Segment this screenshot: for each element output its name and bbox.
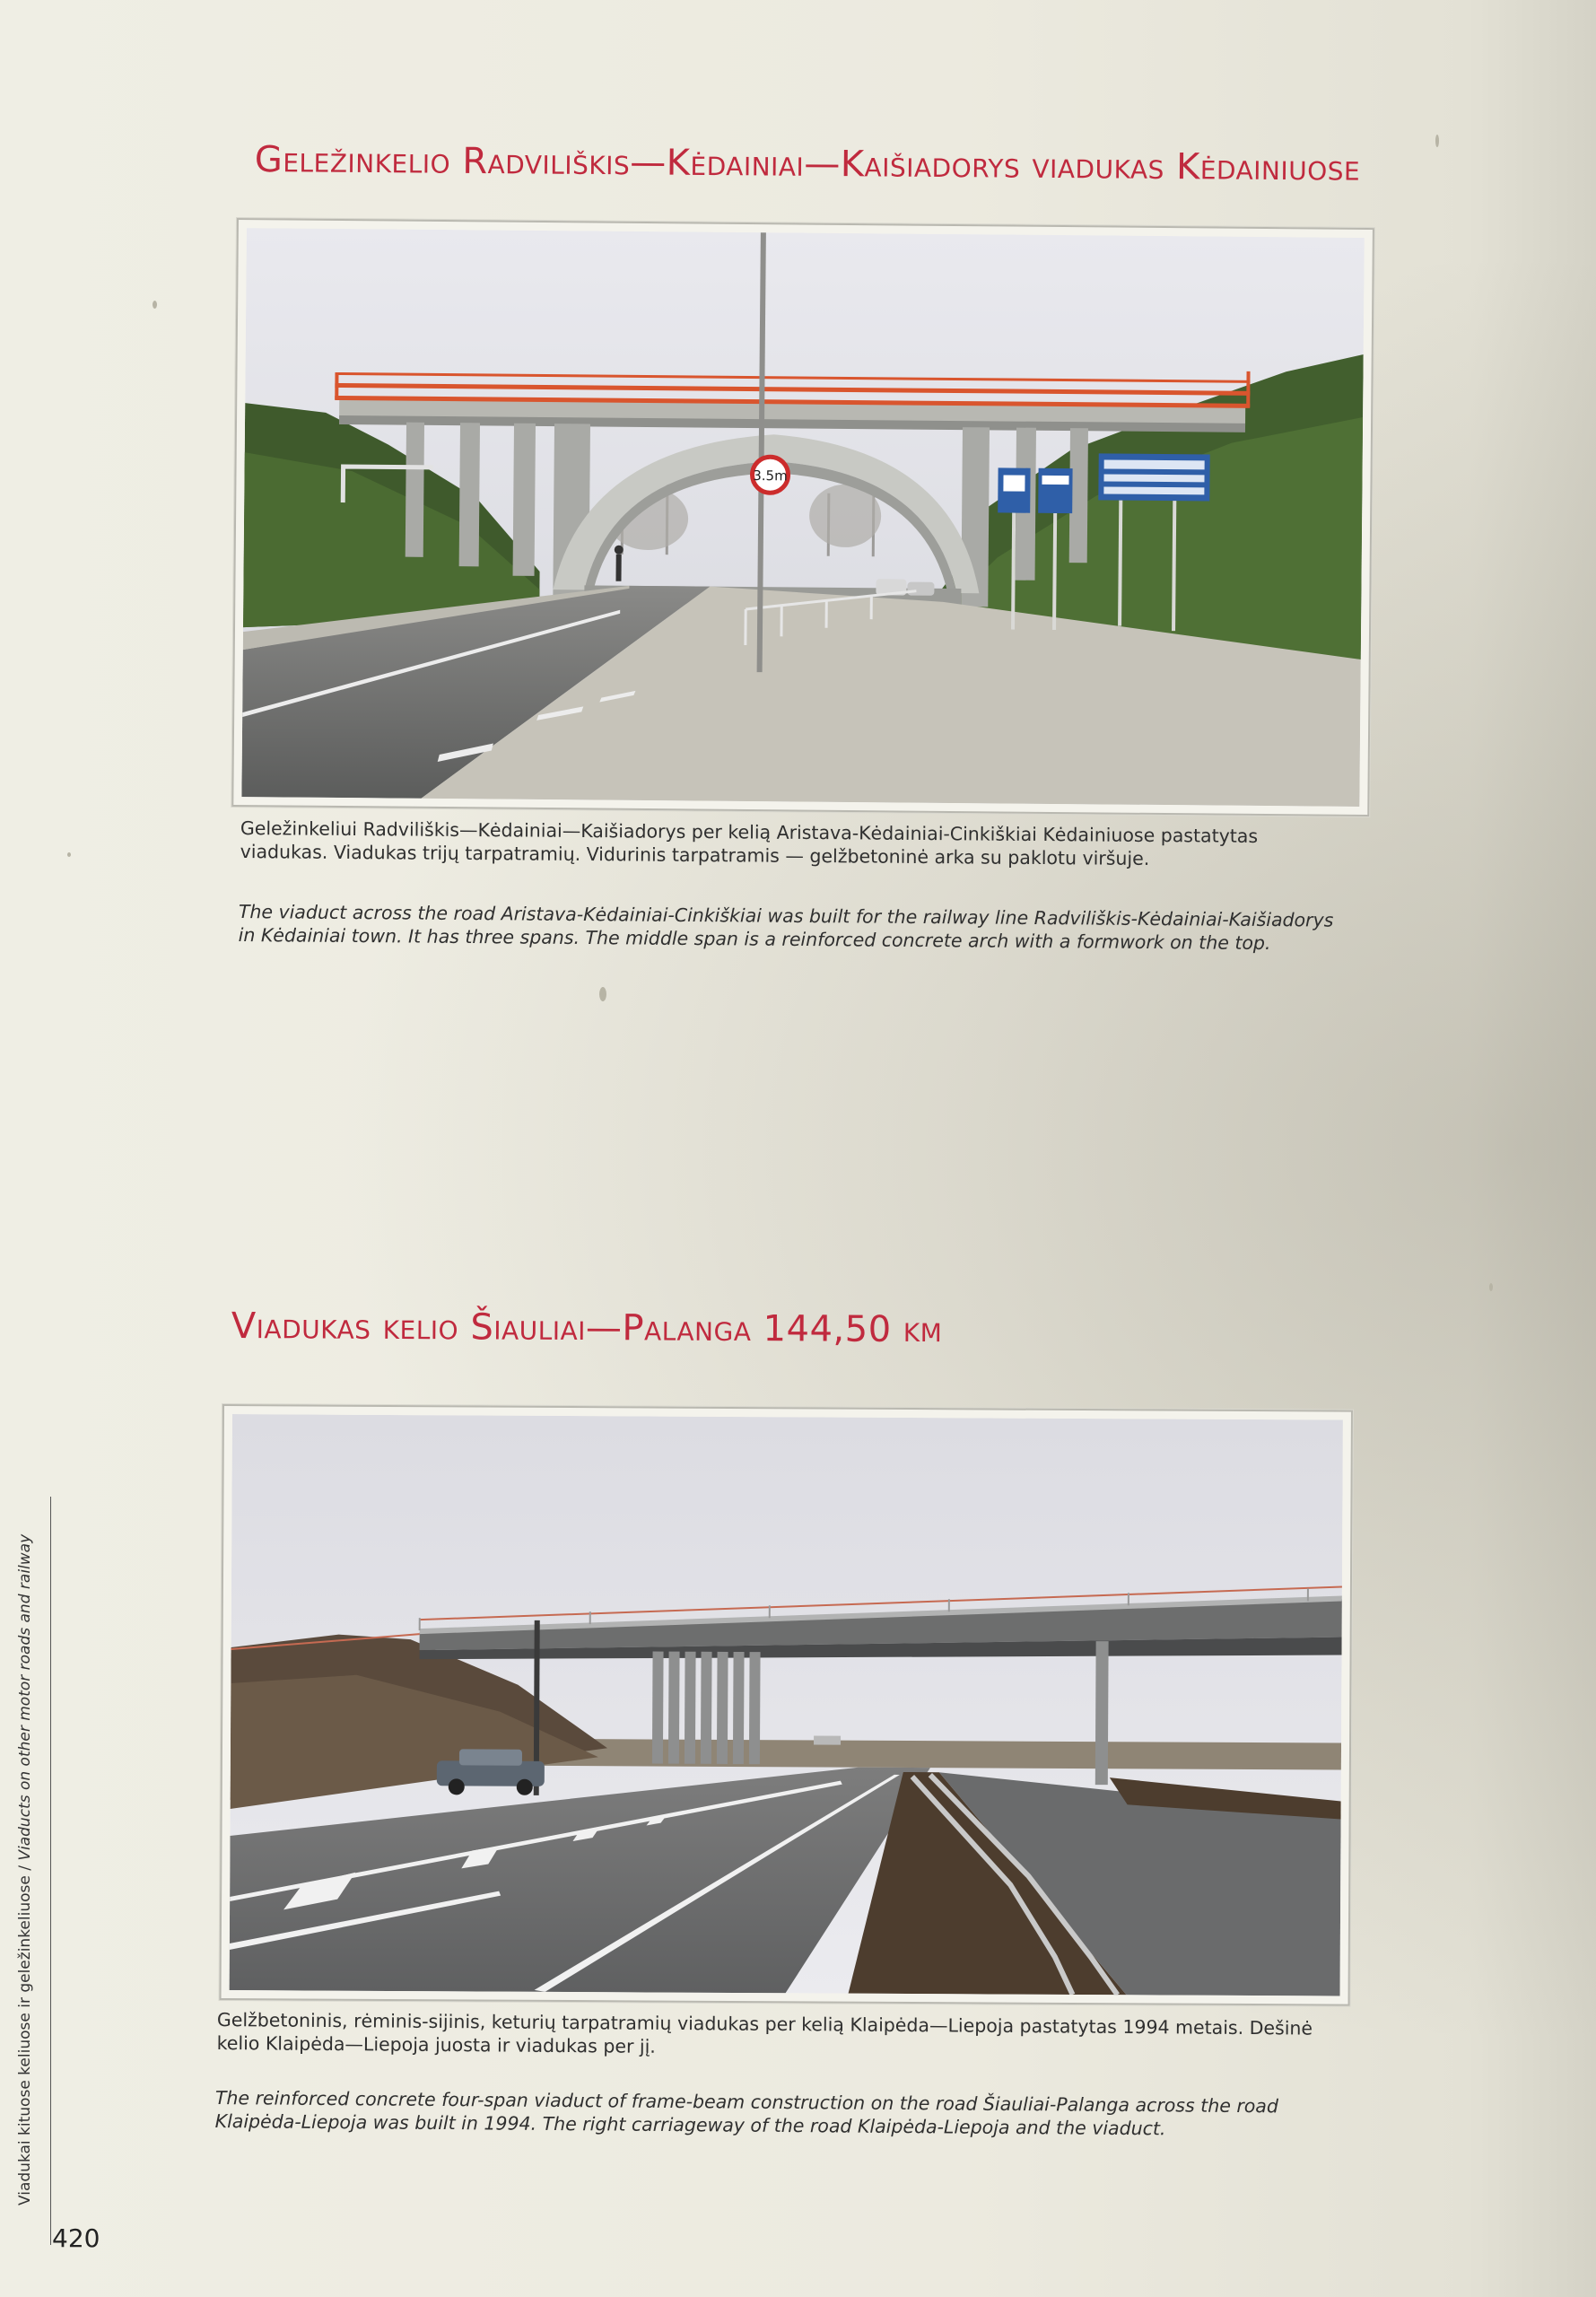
paper-fleck xyxy=(67,852,71,857)
photo-beam-viaduct xyxy=(220,1404,1353,2006)
paper-fleck xyxy=(599,987,606,1001)
photo-arch-viaduct xyxy=(231,218,1374,817)
section2-caption-lt: Gelžbetoninis, rėminis-sijinis, keturių tarpatramių viadukas per kelią Klaipėda—Liepoja pastatytas 1994 metais. Dešinė kelio Klaipėda—Liepoja juosta ir viadukas per jį. xyxy=(216,2009,1313,2057)
section1-caption-en: The viaduct across the road Aristava-Kėdainiai-Cinkiškiai was built for the railway line Radviliškis-Kėdainiai-Kaišiadorys in Kėdainiai town. It has three spans. The middle span is a reinforced concrete arch with a formwork on the top. xyxy=(238,900,1334,955)
sidebar-rule xyxy=(50,1497,51,2245)
beam-viaduct-photo-illustration xyxy=(230,1414,1343,1996)
height-limit-text: 3.5m xyxy=(753,467,788,485)
page-number: 420 xyxy=(52,2223,100,2253)
section2-title: Viadukas kelio Šiauliai—Palanga 144,50 km xyxy=(231,1306,943,1351)
sidebar-text-lt: Viadukai kituose keliuose ir geležinkeliuose / xyxy=(16,1860,34,2205)
paper-fleck xyxy=(1489,1283,1493,1291)
arch-viaduct-photo-illustration xyxy=(241,228,1364,807)
section2-caption-en: The reinforced concrete four-span viaduct of frame-beam construction on the road Šiauliai-Palanga across the road Klaipėda-Liepoja was built in 1994. The right carriageway of the road Klaipėda-Liepoja and the viaduct. xyxy=(214,2087,1279,2140)
sidebar-running-head xyxy=(13,1488,38,2205)
section1-caption-lt: Geležinkeliui Radviliškis—Kėdainiai—Kaišiadorys per kelią Aristava-Kėdainiai-Cinkiškiai Kėdainiuose pastatytas viadukas. Viadukas trijų tarpatramių. Vidurinis tarpatramis — gelžbetoninė arka su paklotu viršuje. xyxy=(240,817,1259,869)
section1-title: Geležinkelio Radviliškis—Kėdainiai—Kaišiadorys viadukas Kėdainiuose xyxy=(254,139,1361,189)
sidebar-text-en: Viaducts on other motor roads and railway xyxy=(16,1533,34,1861)
paper-fleck xyxy=(1435,135,1439,147)
paper-fleck xyxy=(153,301,157,309)
